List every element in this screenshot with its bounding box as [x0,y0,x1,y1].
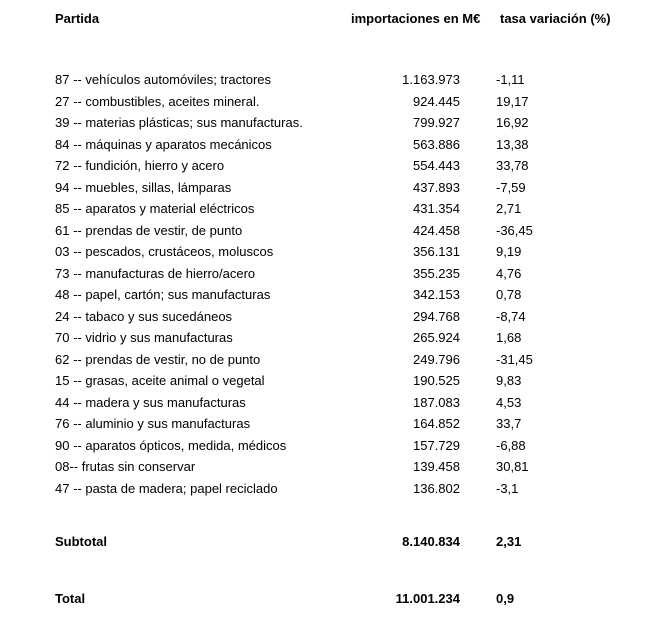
row-importaciones: 136.802 [413,480,460,496]
table-row [0,392,650,414]
row-importaciones: 294.768 [413,308,460,324]
row-tasa-variacion: 16,92 [496,115,529,130]
row-label: 39 -- materias plásticas; sus manufacturas. [55,115,303,130]
row-tasa-variacion: 33,7 [496,416,522,431]
table-row [0,327,650,349]
row-importaciones: 355.235 [413,265,460,281]
row-importaciones: 437.893 [413,179,460,195]
row-tasa-variacion: -36,45 [496,222,533,238]
row-tasa-variacion: 1,68 [496,330,522,345]
row-tasa-variacion: -1,11 [496,72,525,87]
table-row [0,349,650,371]
total-label: Total [55,591,86,606]
table-row [0,198,650,220]
row-importaciones: 554.443 [413,158,460,173]
table-row [0,413,650,435]
row-tasa-variacion: 33,78 [496,158,529,173]
subtotal-label: Subtotal [55,534,107,549]
row-tasa-variacion: 9,83 [496,373,522,388]
table-row [0,91,650,113]
row-tasa-variacion: 13,38 [496,136,529,152]
table-row [0,435,650,457]
total-rate: 0,9 [496,591,515,606]
table-row [0,370,650,392]
row-label: 85 -- aparatos y material eléctricos [55,201,255,216]
total-row [0,589,650,609]
table-row [0,263,650,285]
subtotal-value: 8.140.834 [402,534,460,549]
row-label: 76 -- aluminio y sus manufacturas [55,416,251,431]
table-header [0,11,650,31]
row-importaciones: 342.153 [413,287,460,302]
row-importaciones: 249.796 [413,351,460,367]
row-importaciones: 1.163.973 [402,72,460,87]
header-importaciones: importaciones en M€ [351,11,481,26]
subtotal-rate: 2,31 [496,534,522,549]
row-tasa-variacion: 9,19 [496,244,522,259]
row-importaciones: 431.354 [413,201,460,216]
row-importaciones: 187.083 [413,394,460,410]
table-row [0,155,650,177]
row-importaciones: 424.458 [413,222,460,238]
subtotal-row [0,532,650,552]
row-tasa-variacion: 19,17 [496,93,529,109]
row-tasa-variacion: 30,81 [496,459,529,474]
row-label: 94 -- muebles, sillas, lámparas [55,179,232,195]
row-importaciones: 799.927 [413,115,460,130]
row-tasa-variacion: -7,59 [496,179,526,195]
row-label: 44 -- madera y sus manufacturas [55,394,246,410]
row-tasa-variacion: 4,53 [496,394,522,410]
table-row [0,241,650,263]
row-label: 24 -- tabaco y sus sucedáneos [55,308,233,324]
row-tasa-variacion: -31,45 [496,351,533,367]
table-row [0,134,650,156]
row-label: 62 -- prendas de vestir, no de punto [55,351,261,367]
row-label: 47 -- pasta de madera; papel reciclado [55,480,278,496]
row-importaciones: 356.131 [413,244,460,259]
row-importaciones: 157.729 [413,437,460,453]
row-importaciones: 265.924 [413,330,460,345]
row-importaciones: 139.458 [413,459,460,474]
row-label: 08-- frutas sin conservar [55,459,196,474]
row-tasa-variacion: -6,88 [496,437,526,453]
row-label: 84 -- máquinas y aparatos mecánicos [55,136,272,152]
row-label: 70 -- vidrio y sus manufacturas [55,330,233,345]
row-label: 27 -- combustibles, aceites mineral. [55,93,260,109]
header-partida: Partida [55,11,100,26]
row-importaciones: 563.886 [413,136,460,152]
row-label: 73 -- manufacturas de hierro/acero [55,265,256,281]
row-importaciones: 164.852 [413,416,460,431]
table-row [0,478,650,500]
row-label: 61 -- prendas de vestir, de punto [55,222,243,238]
row-label: 15 -- grasas, aceite animal o vegetal [55,373,265,388]
row-tasa-variacion: -3,1 [496,480,519,496]
row-importaciones: 924.445 [413,93,460,109]
table-row [0,112,650,134]
row-tasa-variacion: 4,76 [496,265,522,281]
table-row [0,220,650,242]
table-row [0,69,650,91]
row-tasa-variacion: 0,78 [496,287,522,302]
table-row [0,284,650,306]
row-label: 03 -- pescados, crustáceos, moluscos [55,244,274,259]
row-importaciones: 190.525 [413,373,460,388]
total-value: 11.001.234 [395,591,460,606]
table-row [0,306,650,328]
row-tasa-variacion: 2,71 [496,201,522,216]
row-label: 48 -- papel, cartón; sus manufacturas [55,287,271,302]
table-body [0,69,650,499]
table-row [0,177,650,199]
row-tasa-variacion: -8,74 [496,308,526,324]
row-label: 72 -- fundición, hierro y acero [55,158,225,173]
row-label: 90 -- aparatos ópticos, medida, médicos [55,437,287,453]
table-row [0,456,650,478]
row-label: 87 -- vehículos automóviles; tractores [55,72,272,87]
header-tasa-variacion: tasa variación (%) [500,11,611,26]
